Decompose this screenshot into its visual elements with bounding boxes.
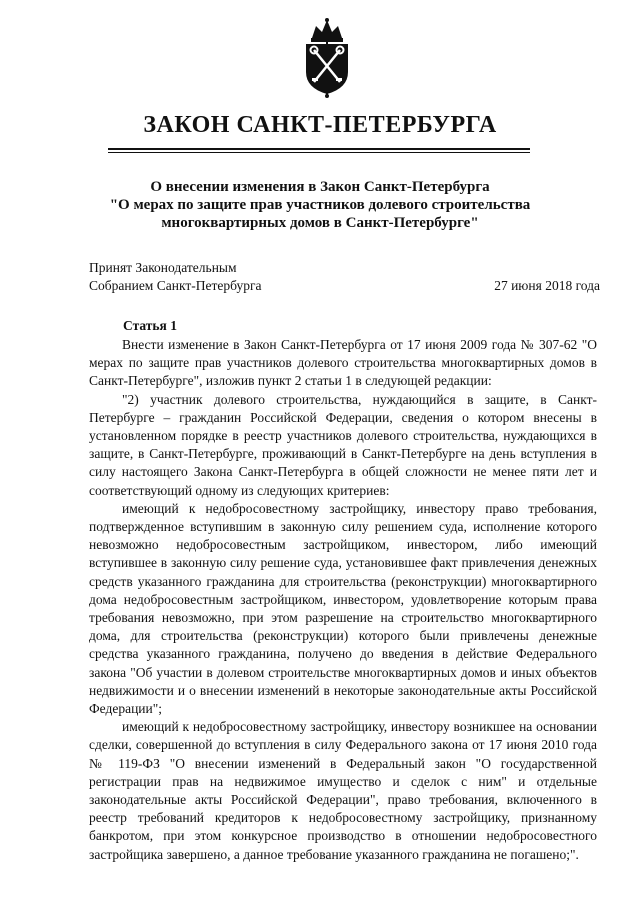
title-underline-thin <box>108 152 530 153</box>
article-paragraph: "2) участник долевого строительства, нуждающийся в защите, в Санкт-Петербурге – гражданин Российской Федерации, сведения о котором внесены в установленном порядке в реестр участников долевого строительства, нуждающихся в защите, в Санкт-Петербурге, проживающий в Санкт-Петербурге на день вступления в силу настоящего Закона Санкт-Петербурга в общей сложности не менее пяти лет и соответствующий одному из следующих критериев: <box>89 391 597 498</box>
article-paragraph: имеющий к недобросовестному застройщику, инвестору возникшее на основании сделки, совершенной до вступления в силу Федерального закона от 17 июня 2010 года № 119-ФЗ "О внесении изменений в Федеральный закон "О государственной регистрации прав на недвижимое имущество и сделок с ним" и отдельные законодательные акты Российской Федерации", право требования, включенного в реестр требований кредиторов к недобросовестному застройщику, признанному банкротом, при этом конкурсное производство в отношении недобросовестного застройщика завершено, а данное требование указанного гражданина не погашено;". <box>89 719 597 862</box>
law-title: ЗАКОН САНКТ-ПЕТЕРБУРГА <box>143 112 497 138</box>
title-underline <box>108 148 530 150</box>
adoption-date: 27 июня 2018 года <box>494 278 600 293</box>
subtitle-line: О внесении изменения в Закон Санкт-Петербурга <box>150 179 490 195</box>
adoption-line: Собранием Санкт-Петербурга <box>89 278 262 293</box>
adoption-line: Принят Законодательным <box>89 260 237 275</box>
subtitle-line: "О мерах по защите прав участников долевого строительства <box>109 197 531 213</box>
st-petersburg-coat-of-arms-icon <box>298 16 356 98</box>
article-paragraph: Внести изменение в Закон Санкт-Петербурга от 17 июня 2009 года № 307-62 "О мерах по защите прав участников долевого строительства многоквартирных домов в Санкт-Петербурге", изложив пункт 2 статьи 1 в следующей редакции: <box>89 337 597 389</box>
subtitle-line: многоквартирных домов в Санкт-Петербурге" <box>161 215 479 231</box>
article-body <box>89 336 597 864</box>
law-subtitle <box>60 178 580 232</box>
article-heading: Статья 1 <box>123 318 177 333</box>
adoption-body <box>89 259 262 295</box>
article-paragraph: имеющий к недобросовестному застройщику, инвестору право требования, подтвержденное вступившим в законную силу решением суда, исполнение которого невозможно недобросовестным застройщиком, инвестором, либо имеющий вступившее в законную силу решение суда, установившее факт привлечения денежных средств указанного гражданина для строительства (реконструкции) многоквартирного дома недобросовестным застройщиком, инвестором, удовлетворение которым права требования невозможно, при этом разрешение на строительство многоквартирного дома, для строительства (реконструкции) которого были привлечены денежные средства указанного гражданина, получено до введения в действие Федерального закона "Об участии в долевом строительстве многоквартирных домов и иных объектов недвижимости и о внесении изменений в некоторые законодательные акты Российской Федерации"; <box>89 500 597 717</box>
